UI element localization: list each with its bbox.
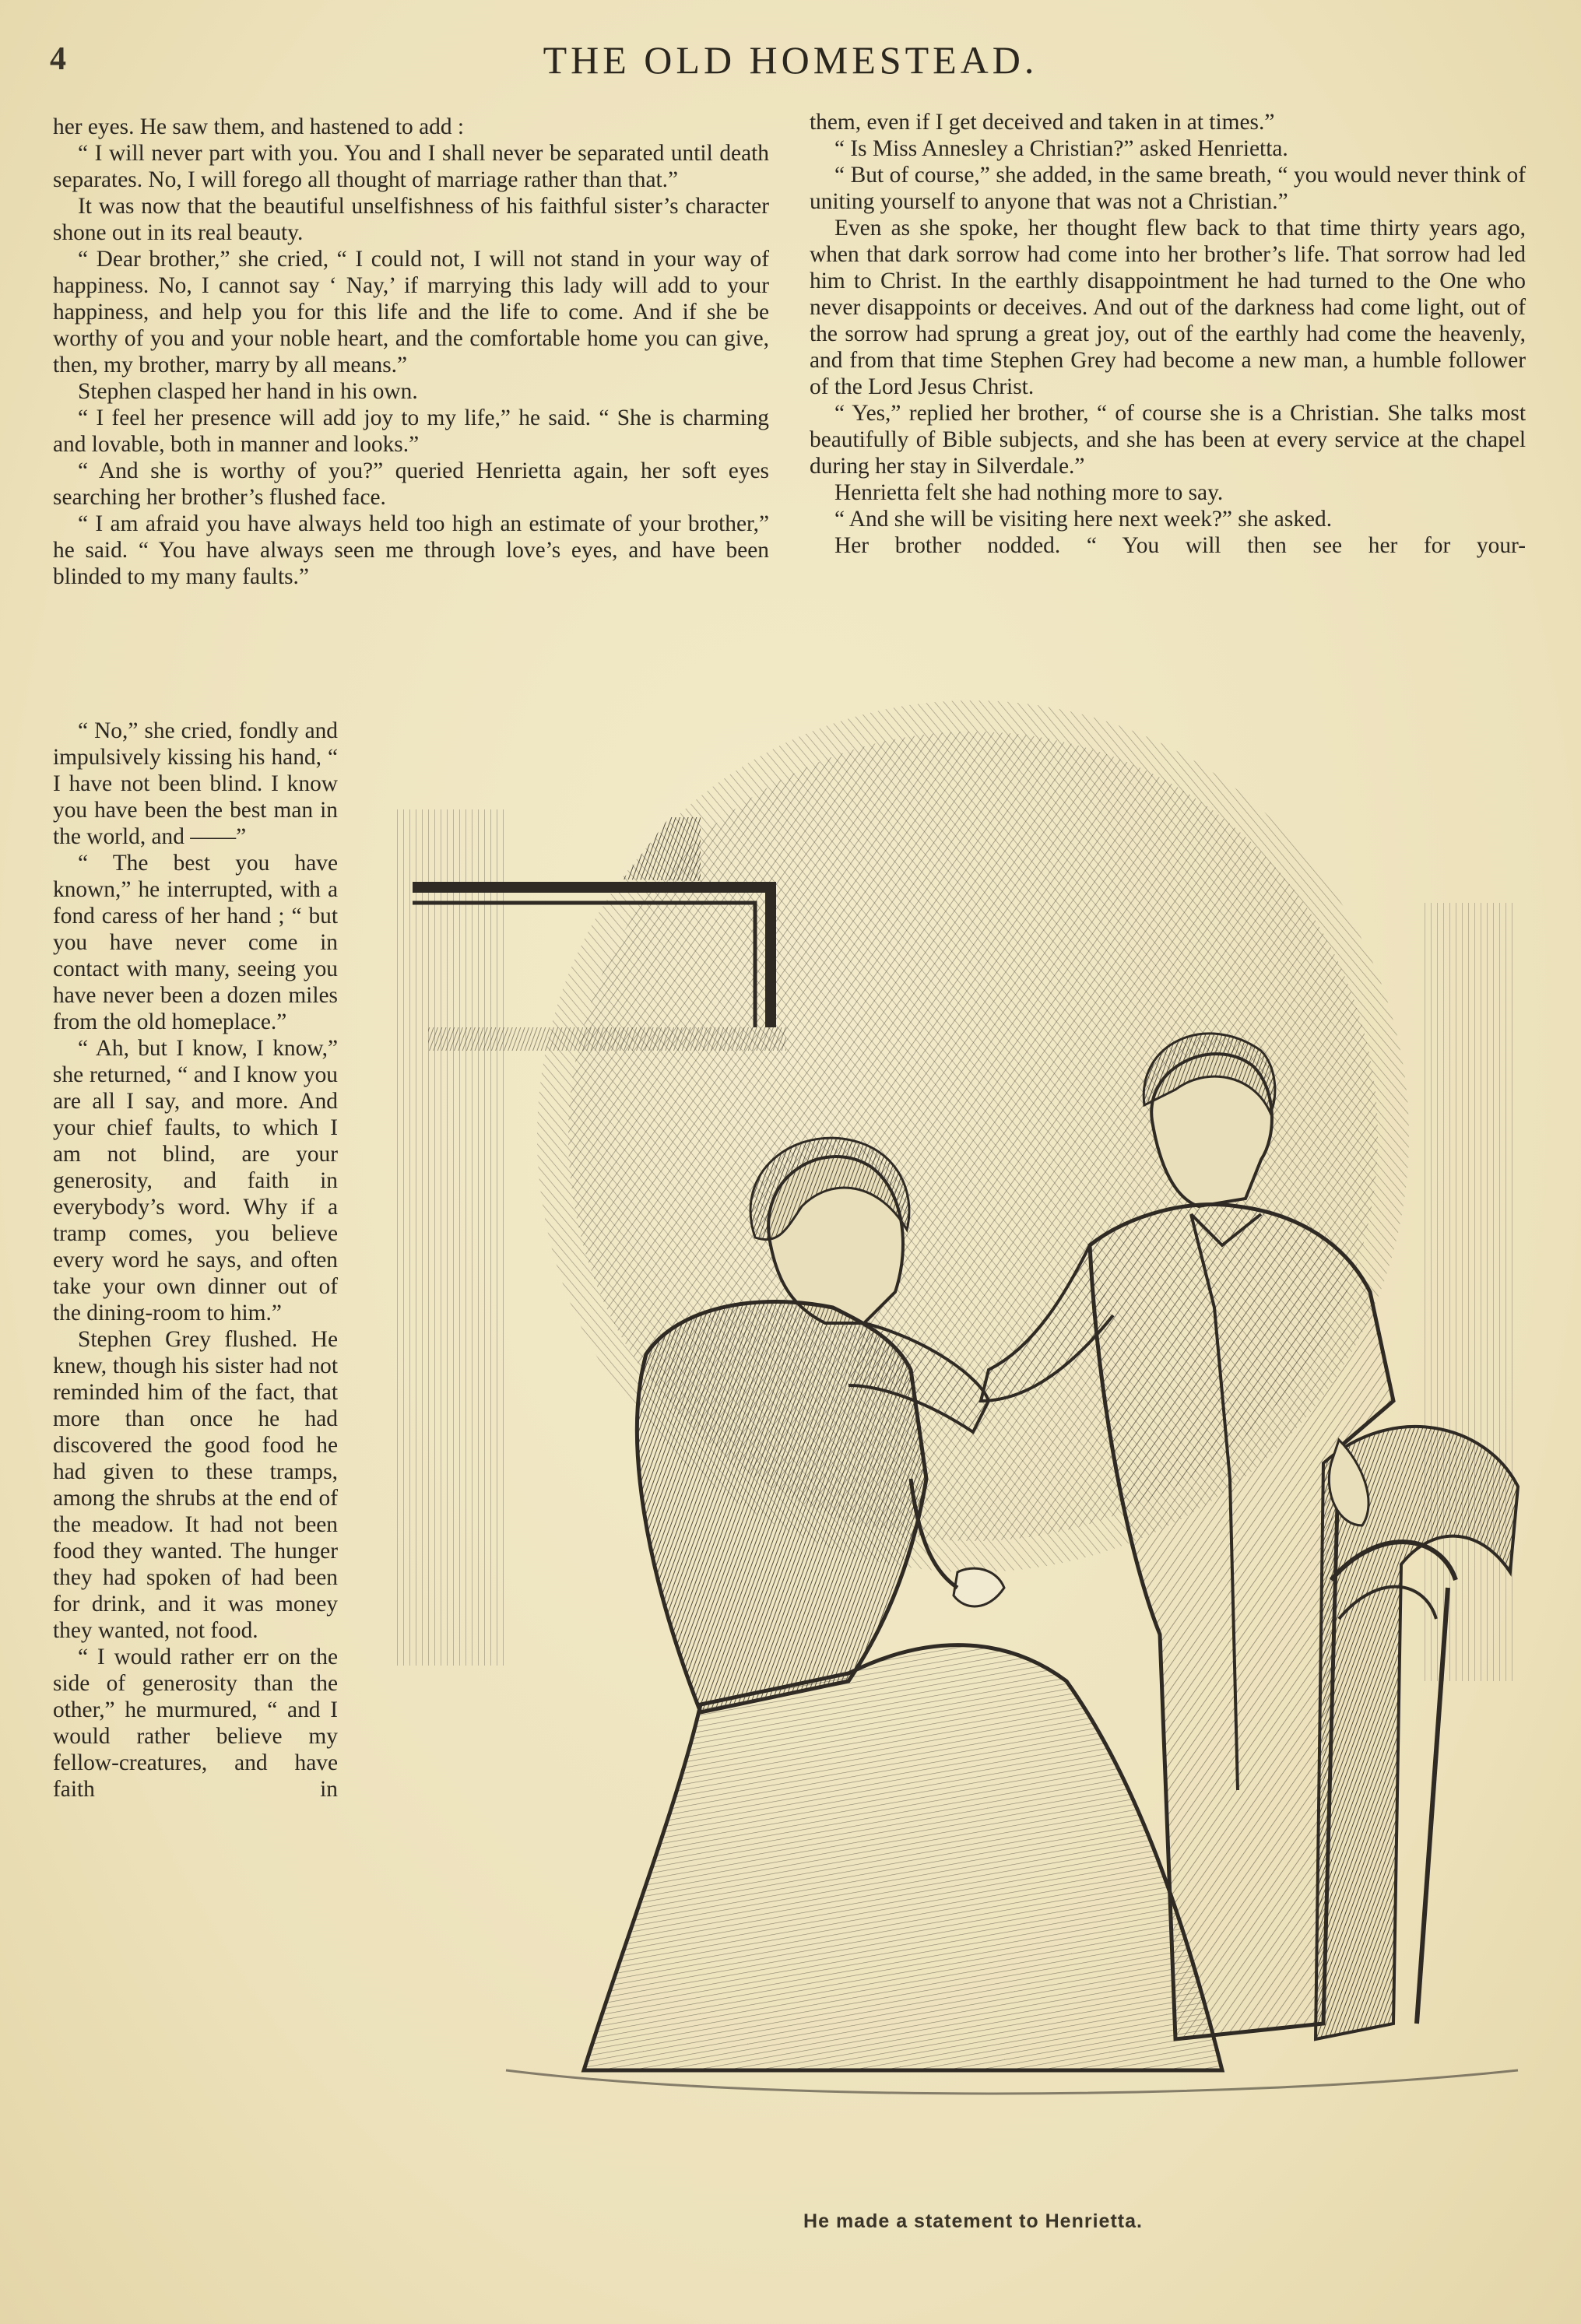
running-title: THE OLD HOMESTEAD.	[543, 38, 1038, 82]
paragraph: “ Dear brother,” she cried, “ I could not, I will not stand in your way of happiness. No, I cannot say ‘ Nay,’ if marrying this lady will add to your happiness, and help you for this life and the life to come. And if she be worthy of you and your noble heart, and the comfortable home you can give, then, my brother, marry by all means.”	[53, 247, 769, 377]
paragraph: “ I will never part with you. You and I shall never be separated until death separates. No, I will forego all thought of marriage rather than that.”	[53, 141, 769, 192]
right-column-upper	[810, 109, 1526, 559]
paragraph: them, even if I get deceived and taken in at times.”	[810, 110, 1275, 135]
paragraph: Henrietta felt she had nothing more to say.	[834, 480, 1224, 505]
paragraph: “ No,” she cried, fondly and impulsively kissing his hand, “ I have not been blind. I know you have been the best man in the world, and ——”	[53, 718, 338, 849]
paragraph: “ Yes,” replied her brother, “ of course she is a Christian. She talks most beautifully of Bible subjects, and she has been at every service at the chapel during her stay in Silverdale.”	[810, 401, 1526, 479]
page-header	[0, 37, 1581, 92]
paragraph: Her brother nodded. “ You will then see her for your-	[834, 533, 1526, 558]
paragraph: “ Ah, but I know, I know,” she returned, “ and I know you are all I say, and more. And your chief faults, to which I am not blind, are your generosity, and faith in everybody’s word. Why if a tramp comes, you believe every word he says, and often take your own dinner out of the dining-room to him.”	[53, 1036, 338, 1325]
paragraph: Stephen clasped her hand in his own.	[78, 379, 418, 404]
paragraph: Stephen Grey flushed. He knew, though his sister had not reminded him of the fact, that more than once he had discovered the good food he had given to these tramps, among the shrubs at the end of the meadow. It had not been food they wanted. The hunger they had spoken of had been for drink, and it was money they wanted, not food.	[53, 1327, 338, 1643]
paragraph: “ Is Miss Annesley a Christian?” asked Henrietta.	[834, 136, 1288, 161]
left-column-narrow	[53, 718, 338, 1803]
paragraph: It was now that the beautiful unselfishness of his faithful sister’s character shone out in its real beauty.	[53, 194, 769, 245]
paragraph: Even as she spoke, her thought flew back to that time thirty years ago, when that dark sorrow had come into her brother’s life. That sorrow had led him to Christ. In the earthly disappointment he had turned to the One who never disappoints or deceives. And out of the darkness had come light, out of the sorrow had sprung a great joy, out of the earthly had come the heavenly, and from that time Stephen Grey had become a new man, a humble follower of the Lord Jesus Christ.	[810, 216, 1526, 399]
left-column-upper	[53, 114, 769, 590]
page-number: 4	[50, 41, 66, 77]
paragraph: “ But of course,” she added, in the same breath, “ you would never think of uniting yourself to anyone that was not a Christian.”	[810, 163, 1526, 214]
paragraph: “ And she will be visiting here next week?” she asked.	[834, 507, 1333, 532]
paragraph: her eyes. He saw them, and hastened to add :	[53, 114, 465, 139]
engraving-drawing	[366, 700, 1565, 2195]
illustration-caption: He made a statement to Henrietta.	[803, 2210, 1143, 2232]
engraving-illustration	[366, 700, 1565, 2195]
paragraph: “ The best you have known,” he interrupted, with a fond caress of her hand ; “ but you have never come in contact with many, seeing you have never been a dozen miles from the old homeplace.”	[53, 851, 338, 1034]
floor-shadow	[506, 2070, 1518, 2094]
paragraph: “ And she is worthy of you?” queried Henrietta again, her soft eyes searching her brother’s flushed face.	[53, 458, 769, 510]
paragraph: “ I feel her presence will add joy to my life,” he said. “ She is charming and lovable, both in manner and looks.”	[53, 405, 769, 457]
paragraph: “ I am afraid you have always held too high an estimate of your brother,” he said. “ You have always seen me through love’s eyes, and have been blinded to my many faults.”	[53, 511, 769, 589]
paragraph: “ I would rather err on the side of generosity than the other,” he murmured, “ and I would rather believe my fellow-creatures, and have faith in	[53, 1645, 338, 1802]
